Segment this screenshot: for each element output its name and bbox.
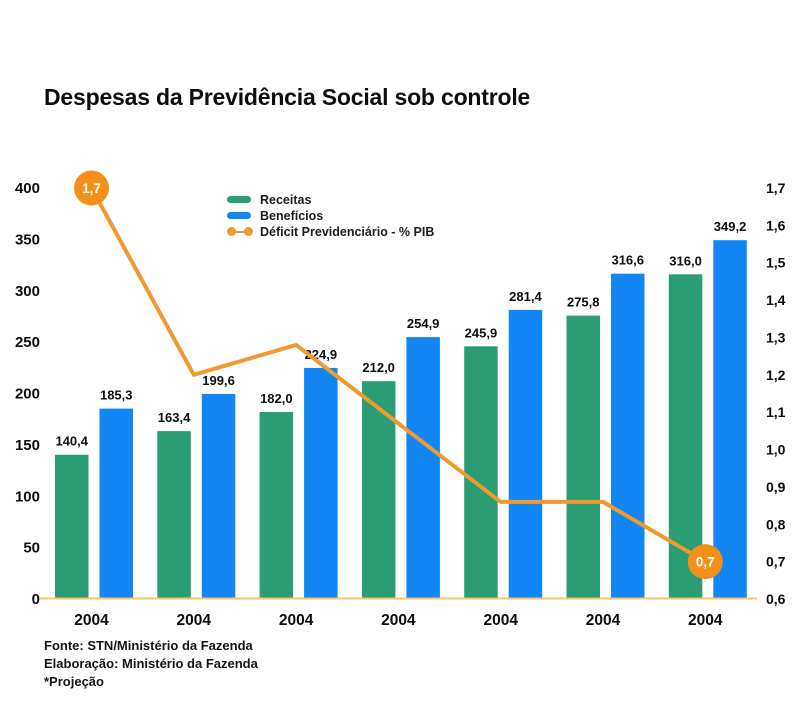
bar-beneficios-0 [100, 409, 134, 599]
left-axis-tick-label: 100 [14, 488, 40, 506]
bar-value-label: 275,8 [566, 294, 600, 310]
bar-beneficios-1 [202, 394, 236, 599]
source-footer [44, 637, 258, 690]
legend-label-receitas: Receitas [260, 192, 312, 207]
bar-receitas-0 [55, 455, 89, 599]
bar-receitas-5 [567, 316, 601, 599]
legend-item-beneficios [227, 208, 434, 223]
deficit-marker-first-label: 1,7 [82, 181, 101, 196]
legend-item-receitas [227, 192, 434, 207]
left-axis-tick-label: 350 [14, 231, 40, 249]
right-axis-tick-label: 1,4 [766, 292, 786, 309]
bar-value-label: 163,4 [157, 410, 191, 426]
x-axis-label: 2004 [381, 612, 416, 629]
left-axis-tick-label: 50 [23, 539, 40, 557]
legend-label-deficit: Déficit Previdenciário - % PIB [260, 224, 435, 239]
x-axis-label: 2004 [483, 612, 518, 629]
bar-value-label: 245,9 [464, 325, 498, 341]
left-axis-tick-label: 250 [14, 334, 40, 352]
footer-elaboracao: Elaboração: Ministério da Fazenda [44, 656, 258, 671]
x-axis-label: 2004 [278, 612, 314, 629]
legend [227, 192, 434, 239]
right-axis-tick-label: 0,9 [766, 478, 786, 495]
bar-value-label: 349,2 [713, 219, 747, 235]
right-axis-tick-label: 1,3 [766, 329, 786, 346]
bar-value-label: 316,6 [611, 252, 645, 268]
chart-title: Despesas da Previdência Social sob controle [44, 84, 531, 110]
x-axis-label: 2004 [74, 612, 109, 629]
x-axis-label: 2004 [688, 612, 723, 629]
right-axis-tick-label: 1,1 [766, 404, 786, 421]
right-axis-tick-label: 1,5 [766, 254, 786, 271]
right-axis-tick-label: 1,6 [766, 217, 786, 234]
bar-receitas-4 [464, 346, 498, 599]
bar-value-label: 212,0 [362, 360, 395, 376]
right-axis-tick-label: 1,0 [766, 441, 786, 458]
x-axis-label: 2004 [176, 612, 212, 629]
right-axis-tick-label: 1,7 [766, 180, 786, 196]
right-axis-tick-label: 0,7 [766, 553, 786, 570]
legend-label-beneficios: Benefícios [260, 208, 324, 223]
bar-receitas-2 [260, 412, 294, 599]
footer-fonte: Fonte: STN/Ministério da Fazenda [44, 638, 253, 653]
legend-item-deficit [227, 224, 434, 239]
beneficios-swatch-icon [227, 212, 251, 219]
bar-value-label: 140,4 [55, 433, 89, 449]
bar-value-label: 185,3 [99, 387, 133, 403]
x-axis-label: 2004 [585, 612, 621, 629]
bar-receitas-3 [362, 381, 396, 599]
bar-value-label: 182,0 [260, 390, 293, 406]
bar-receitas-1 [157, 431, 191, 599]
left-axis-tick-label: 300 [14, 282, 40, 300]
deficit-line-icon [227, 227, 253, 236]
bar-beneficios-5 [611, 274, 645, 599]
footer-projecao: *Projeção [44, 674, 104, 689]
right-axis-tick-label: 0,6 [766, 591, 786, 607]
x-axis-line [40, 598, 757, 600]
left-axis-tick-label: 150 [14, 436, 40, 454]
bar-value-label: 254,9 [406, 316, 440, 332]
bar-beneficios-6 [713, 240, 747, 599]
bar-beneficios-2 [304, 368, 338, 599]
receitas-swatch-icon [227, 196, 251, 203]
left-axis-tick-label: 400 [14, 180, 40, 197]
bar-value-label: 281,4 [509, 288, 542, 304]
right-axis-tick-label: 1,2 [766, 366, 786, 383]
bar-beneficios-4 [509, 310, 543, 599]
left-axis-tick-label: 0 [31, 591, 40, 608]
bar-value-label: 199,6 [202, 372, 235, 388]
bar-beneficios-3 [406, 337, 440, 599]
deficit-marker-last-label: 0,7 [695, 554, 715, 570]
left-axis-tick-label: 200 [14, 385, 40, 403]
bar-value-label: 224,9 [304, 346, 338, 362]
right-axis-tick-label: 0,8 [766, 516, 786, 533]
bar-value-label: 316,0 [669, 253, 702, 269]
